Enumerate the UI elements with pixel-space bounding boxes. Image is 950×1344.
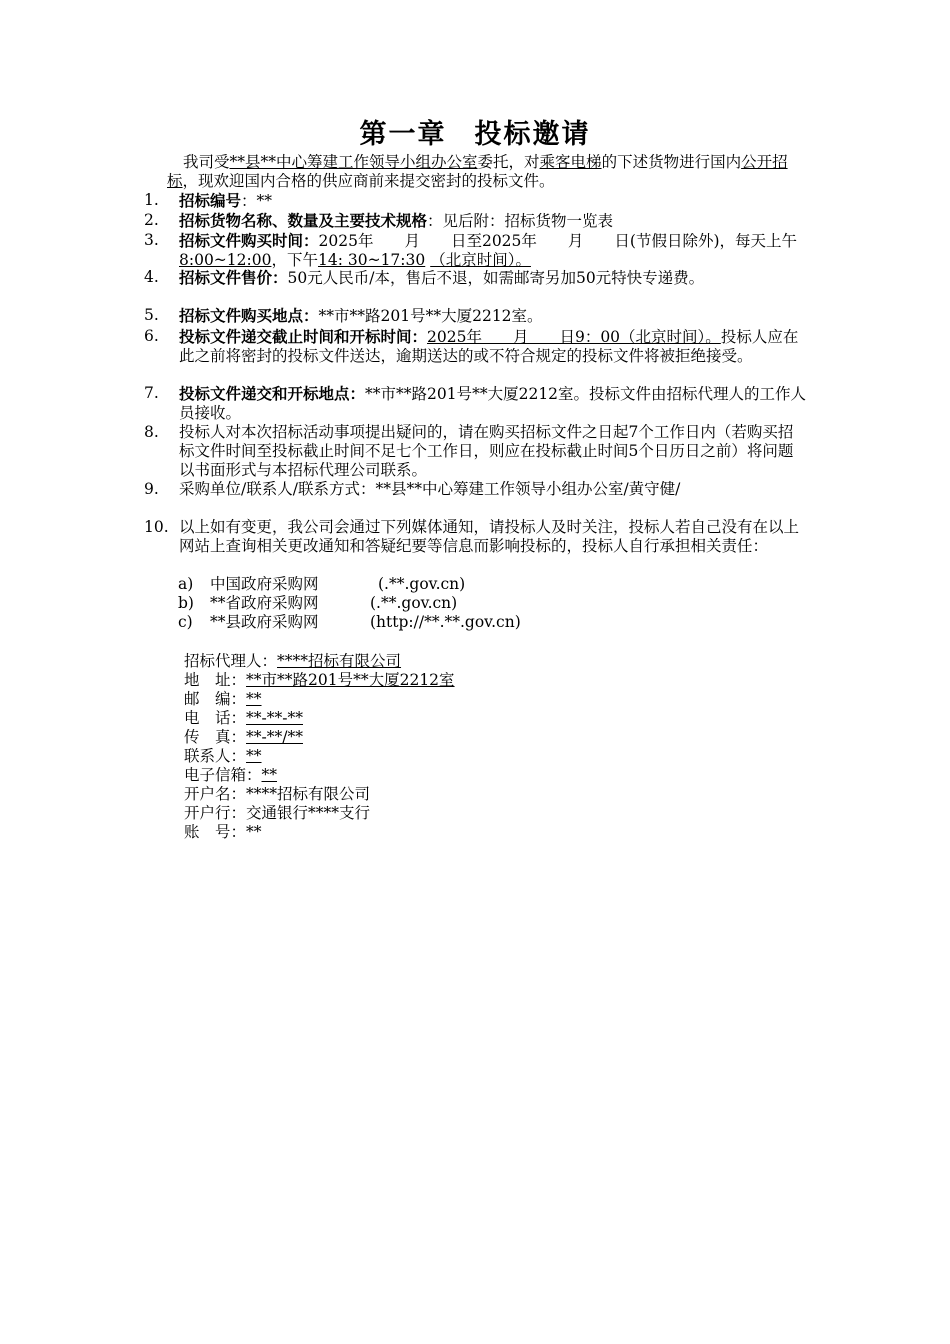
contact-address: 地 址：**市**路201号**大厦2212室 <box>184 671 455 689</box>
list-item-1: 1. 招标编号：** <box>144 191 273 210</box>
contact-email: 电子信箱：** <box>184 766 278 784</box>
contact-account-name: 开户名：****招标有限公司 <box>184 785 371 803</box>
owner-name: **县**中心筹建工作领导小组办公室 <box>229 153 478 171</box>
contact-account-number: 账 号：** <box>184 823 262 841</box>
list-item-3: 3. 招标文件购买时间：2025年 月 日至2025年 月 日(节假日除外)，每天上午8:00~12:00，下午14: 30~17:30 （北京时间）。 <box>144 231 798 269</box>
list-item-4: 4. 招标文件售价：50元人民币/本，售后不退，如需邮寄另加50元特快专递费。 <box>144 268 705 287</box>
list-item-10: 10. 以上如有变更，我公司会通过下列媒体通知，请投标人及时关注，投标人若自己没有在以上网站上查询相关更改通知和答疑纪要等信息而影响投标的，投标人自行承担相关责任： <box>144 518 800 555</box>
media-item-b: b) **省政府采购网 (.**.gov.cn) <box>178 594 458 612</box>
chapter-title <box>0 112 950 151</box>
contact-bank: 开户行：交通银行****支行 <box>184 804 371 822</box>
list-item-9: 9. 采购单位/联系人/联系方式：**县**中心筹建工作领导小组办公室/黄守健/ <box>144 480 681 498</box>
tender-method: 公开招标 <box>167 153 788 190</box>
list-item-2: 2. 招标货物名称、数量及主要技术规格：见后附：招标货物一览表 <box>144 211 614 230</box>
goods-name: 乘客电梯 <box>539 153 602 171</box>
contact-postcode: 邮 编：** <box>184 690 262 708</box>
contact-phone: 电 话：**-**-** <box>184 709 303 727</box>
list-item-7: 7. 投标文件递交和开标地点：**市**路201号**大厦2212室。投标文件由招标代理人的工作人员接收。 <box>144 384 807 422</box>
media-item-a: a) 中国政府采购网 (.**.gov.cn) <box>178 575 466 593</box>
list-item-8: 8. 投标人对本次招标活动事项提出疑问的，请在购买招标文件之日起7个工作日内（若购买招标文件时间至投标截止时间不足七个工作日，则应在投标截止时间5个日历日之前）将问题以书面形式与本招标代理公司联系。 <box>144 423 794 479</box>
intro-paragraph: 我司受**县**中心筹建工作领导小组办公室委托，对乘客电梯的下述货物进行国内公开招标，现欢迎国内合格的供应商前来提交密封的投标文件。 <box>167 153 788 190</box>
contact-fax: 传 真：**-**/** <box>184 728 303 746</box>
chapter-heading: 投标邀请 <box>474 119 591 150</box>
list-item-5: 5. 招标文件购买地点：**市**路201号**大厦2212室。 <box>144 306 543 325</box>
media-item-c: c) **县政府采购网 (http://**.**.gov.cn) <box>178 613 521 631</box>
chapter-number: 第一章 <box>359 119 447 150</box>
list-item-6: 6. 投标文件递交截止时间和开标时间：2025年 月 日9：00（北京时间）。投标人应在此之前将密封的投标文件送达，逾期送达的或不符合规定的投标文件将被拒绝接受。 <box>144 327 799 365</box>
contact-agent: 招标代理人：****招标有限公司 <box>184 652 402 670</box>
contact-person: 联系人：** <box>184 747 262 765</box>
